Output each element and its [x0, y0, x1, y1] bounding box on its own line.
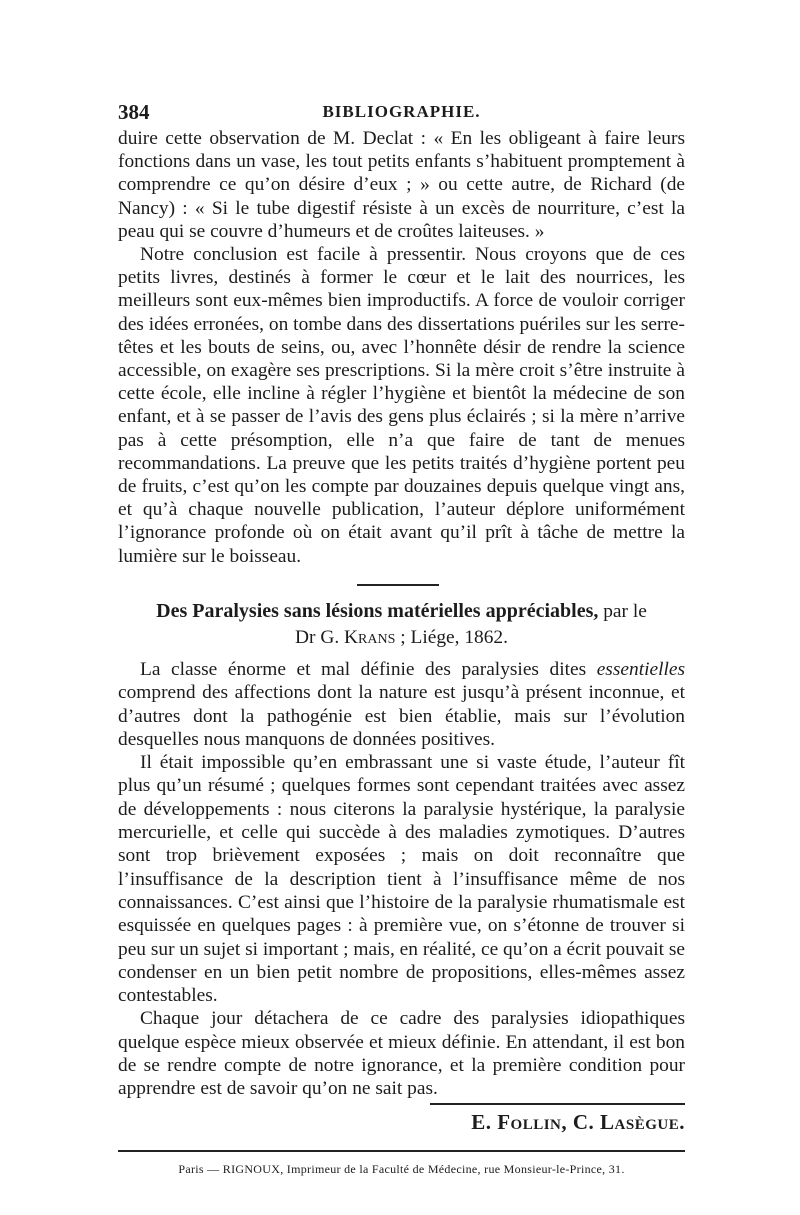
article-author-prefix: Dr G.	[295, 627, 345, 648]
signature: E. Follin, C. Lasègue.	[471, 1110, 685, 1134]
previous-review-text	[118, 127, 685, 568]
text-run: comprend des affections dont la nature est jusqu’à présent inconnue, et d’autres dont la pathogénie est bien établie, mais sur l’évolution desquelles nous manquons de données positives.	[118, 682, 685, 750]
paragraph	[118, 658, 685, 751]
italic-term: essentielles	[596, 659, 685, 680]
footer-rule	[118, 1150, 685, 1152]
article-place-date: ; Liége, 1862.	[395, 627, 508, 648]
running-title: BIBLIOGRAPHIE.	[322, 102, 481, 121]
review-text	[118, 658, 685, 1101]
article-author: Krans	[344, 627, 396, 648]
article-title	[118, 598, 685, 651]
text-run: La classe énorme et mal définie des paralysies dites	[140, 659, 597, 680]
article-title-by: par le	[598, 601, 647, 622]
paragraph: Il était impossible qu’en embrassant une si vaste étude, l’auteur fît plus qu’un résumé ; quelques formes sont cependant traitées avec assez de développements : nous citerons la paralysie hystérique, la paralysie mercurielle, et celle qui succède à des maladies zymotiques. D’autres sont trop brièvement exposées ; mais on doit reconnaître que l’insuffisance de la description tient à l’insuffisance même de nos connaissances. C’est ainsi que l’histoire de la paralysie rhumatismale est esquissée en quelques pages : à première vue, on s’étonne de trouver si peu sur un sujet si important ; mais, en réalité, ce qu’on a écrit pouvait se condenser en un bien petit nombre de propositions, elles-mêmes assez contestables.	[118, 752, 686, 1007]
paragraph: Notre conclusion est facile à pressentir. Nous croyons que de ces petits livres, destinés à former le cœur et le lait des nourrices, les meilleurs sont eux-mêmes bien improductifs. A force de vouloir corriger des idées erronées, on tombe dans des dissertations puériles sur les serre-têtes et les bouts de seins, ou, avec l’honnête désir de rendre la science accessible, on exagère ses prescriptions. Si la mère croit s’être instruite à cette école, elle incline à régler l’hygiène et bientôt la médecine de son enfant, et à se passer de l’avis des gens plus éclairés ; si la mère n’arrive pas à cette présomption, elle n’a que faire de tant de menues recommandations. La preuve que les petits traités d’hygiène portent peu de fruits, c’est qu’on les compte par douzaines depuis quelque vingt ans, et qu’à chaque nouvelle publication, l’auteur déplore uniformément l’ignorance profonde où on était avant qu’il prît à tâche de mettre la lumière sur le boisseau.	[118, 244, 685, 567]
paragraph: Chaque jour détachera de ce cadre des paralysies idiopathiques quelque espèce mieux observée et mieux définie. En attendant, il est bon de se rendre compte de notre ignorance, et la première condition pour apprendre est de savoir qu’on ne sait pas.	[118, 1008, 685, 1100]
article-title-main: Des Paralysies sans lésions matérielles appréciables,	[156, 600, 599, 622]
running-head	[118, 100, 685, 126]
paragraph: duire cette observation de M. Declat : « En les obligeant à faire leurs fonctions dans un vase, les tout petits enfants s’habituent promptement à comprendre ce qu’on désire d’eux ; » ou cette autre, de Richard (de Nancy) : « Si le tube digestif résiste à un excès de nourriture, c’est la peau qui se couvre d’humeurs et de croûtes laiteuses. »	[118, 128, 685, 242]
page-number: 384	[118, 100, 150, 124]
signature-rule	[430, 1103, 685, 1105]
section-separator	[357, 584, 439, 586]
printer-imprint: Paris — RIGNOUX, Imprimeur de la Faculté de Médecine, rue Monsieur-le-Prince, 31.	[178, 1162, 625, 1176]
